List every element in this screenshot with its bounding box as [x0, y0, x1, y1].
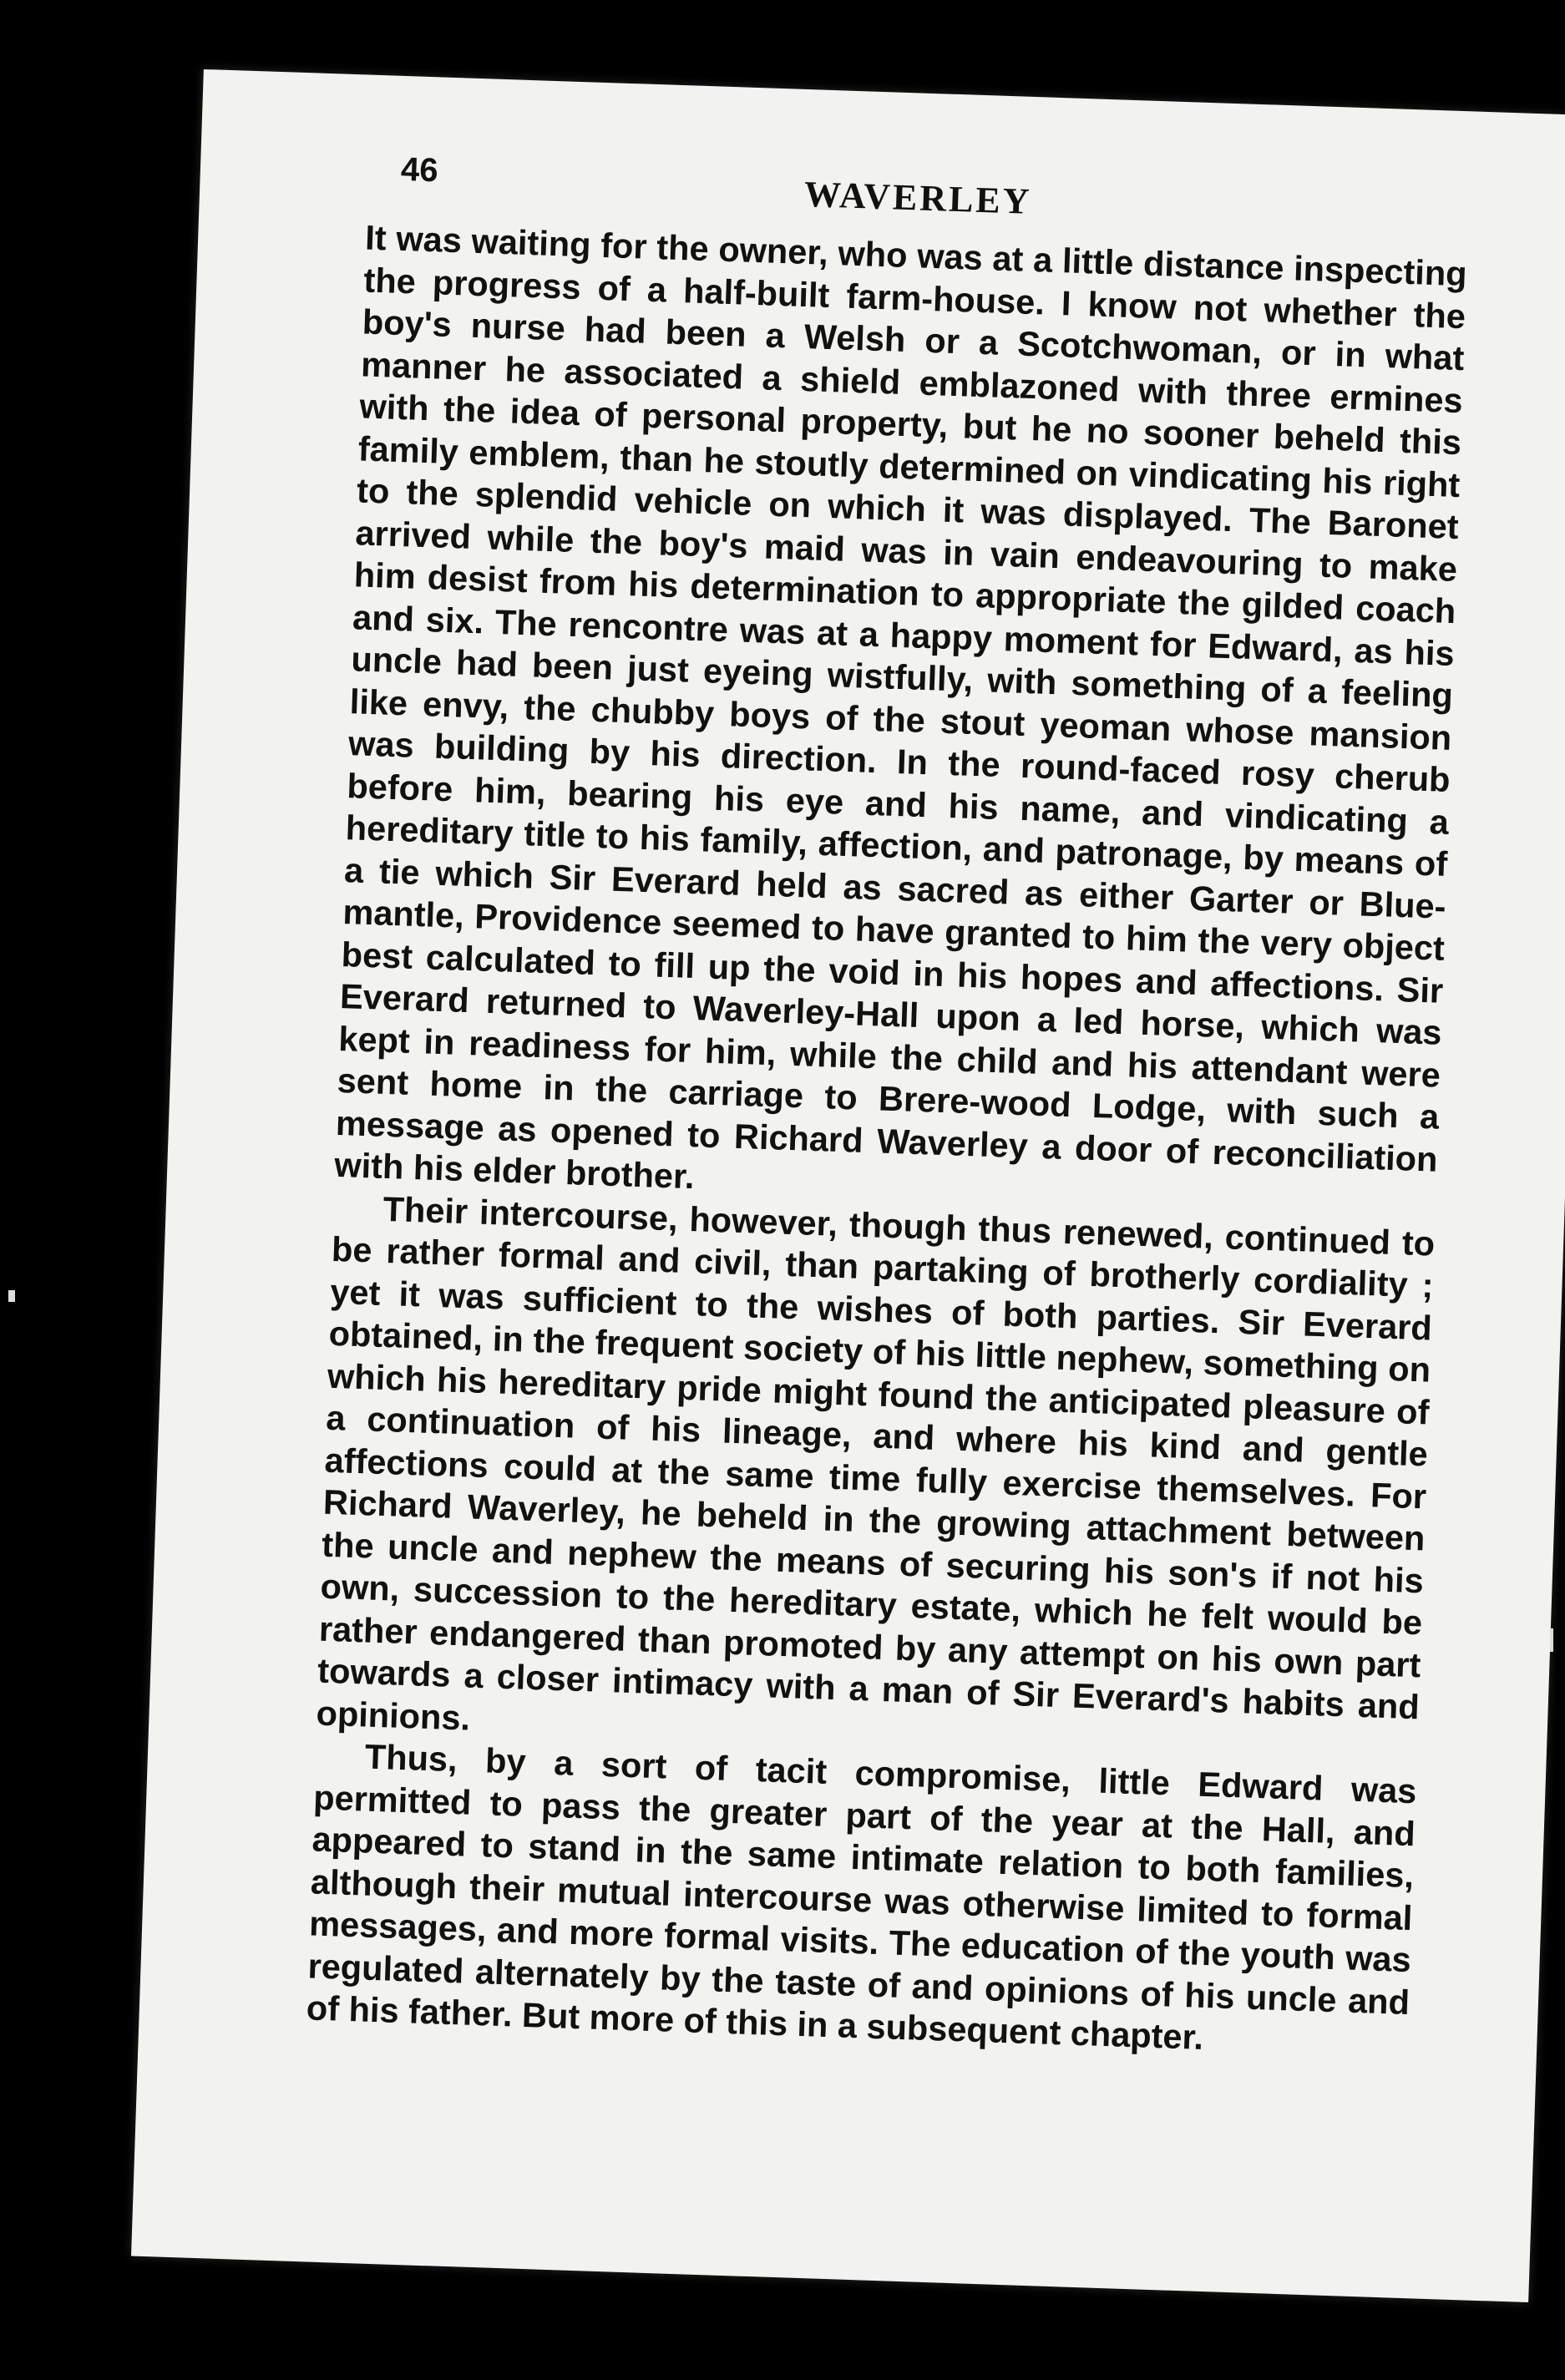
paragraph-1: It was waiting for the owner, who was at a little distance inspecting the progress of a half-built farm-house. I know not whether the boy's nurse had been a Welsh or a Scotchwoman, or in what manner he associated a shield emblazoned with three ermines with the idea of personal property, but he no sooner beheld this family emblem, than he stoutly determined on vindicating his right to the splendid vehicle on which it was displayed. The Baronet arrived while the boy's maid was in vain endeavouring to make him desist from his determination to appropriate the gilded coach and six. The rencontre was at a happy moment for Edward, as his uncle had been just eyeing wistfully, with something of a feeling like envy, the chubby boys of the stout yeoman whose mansion was building by his direction. In the round-faced rosy cherub before him, bearing his eye and his name, and vindicating a hereditary title to his family, affection, and patronage, by means of a tie which Sir Everard held as sacred as either Garter or Blue-mantle, Providence seemed to have granted to him the very object best calculated to fill up the void in his hopes and affections. Sir Everard returned to Waverley-Hall upon a led horse, which was kept in readiness for him, while the child and his attendant were sent home in the carriage to Brere-wood Lodge, with such a message as opened to Richard Waverley a door of reconciliation with his elder brother.: [333, 217, 1468, 1197]
paragraph-3: Thus, by a sort of tacit compromise, little Edward was permitted to pass the greater part of the year at the Hall, and appeared to stand in the same intimate relation to both families, although their mutual intercourse was otherwise limited to formal messages, and more formal visits. The education of the youth was regulated alternately by the taste of and opinions of his uncle and of his father. But more of this in a subsequent chapter.: [306, 1736, 1418, 2057]
scan-artifact-right: [1550, 1628, 1553, 1652]
page-number: 46: [400, 150, 439, 190]
body-text: [306, 217, 1467, 2066]
running-head: WAVERLEY: [803, 173, 1033, 222]
paragraph-2: Their intercourse, however, though thus renewed, continued to be rather formal and civil, than partaking of brotherly cordiality ; yet it was sufficient to the wishes of both parties. Sir Everard obtained, in the frequent society of his little nephew, something on which his hereditary pride might found the anticipated pleasure of a continuation of his lineage, and where his kind and gentle affections could at the same time fully exercise themselves. For Richard Waverley, he beheld in the growing attachment between the uncle and nephew the means of securing his son's if not his own, succession to the hereditary estate, which he felt would be rather endangered than promoted by any attempt on his own part towards a closer intimacy with a man of Sir Everard's habits and opinions.: [315, 1188, 1436, 1738]
page-content: [306, 142, 1470, 2066]
scan-artifact-left: [8, 1290, 15, 1302]
book-page: [131, 69, 1565, 2302]
